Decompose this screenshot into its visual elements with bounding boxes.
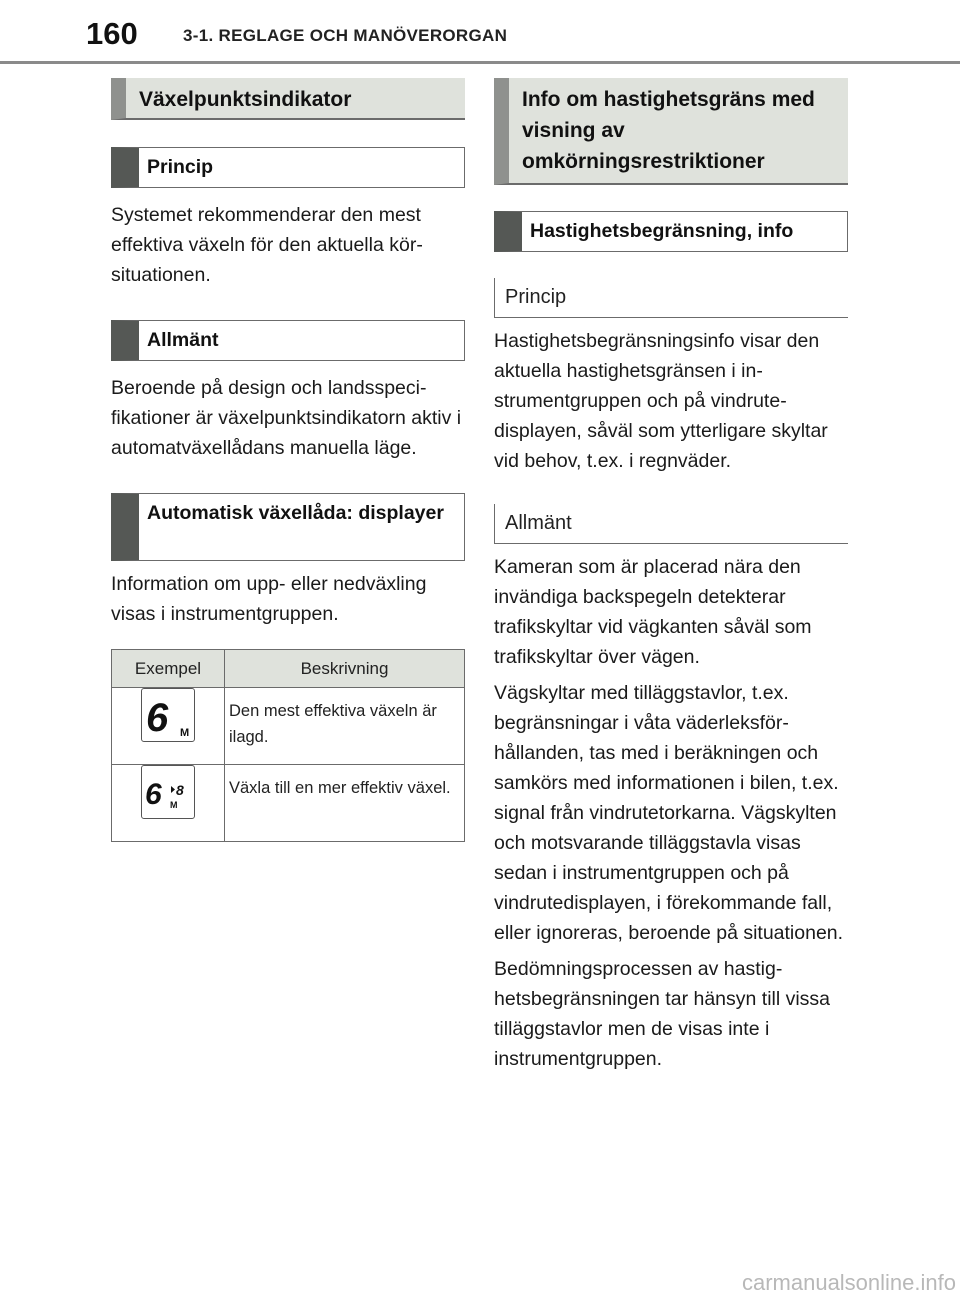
left-column <box>111 78 465 842</box>
subheading-principle: Princip <box>111 147 465 188</box>
table-row <box>112 688 465 765</box>
general-text: Kameran som är placerad nära den invändiga backspegeln detekterar trafikskyltar vid vägkanten såväl som trafikskyltar över vägen. <box>494 556 812 668</box>
section-heading-gear-indicator: Växelpunktsindikator <box>111 78 465 120</box>
table-header-row <box>112 650 465 688</box>
section-heading-speed-limit-info: Info om hastighetsgräns med visning av omkörningsrestriktioner <box>494 78 848 185</box>
gear-engaged-icon <box>141 688 195 742</box>
header-rule <box>0 61 960 64</box>
description-cell: Växla till en mer effektiv växel. <box>225 765 465 842</box>
gear-mode: M <box>170 800 178 810</box>
general-text: Bedömningsprocessen av hastighetsbegränsningen tar hänsyn till vissa tilläggstavlor men de visas inte i instrumentgruppen. <box>494 958 831 1070</box>
chapter-title: 3-1. REGLAGE OCH MANÖVERORGAN <box>183 26 508 45</box>
gear-digit: 6 <box>146 696 169 740</box>
principle-text: Hastighetsbegränsningsinfo visar den aktuella hastighetsgränsen i instrumentgruppen och på vindrutedisplayen, såväl som ytterligare skyltar vid behov, t.ex. i regnväder. <box>494 330 828 472</box>
page-number: 160 <box>86 16 138 51</box>
shift-recommendation-icon <box>141 765 195 819</box>
watermark: carmanualsonline.info <box>741 1270 956 1295</box>
table-row <box>112 765 465 842</box>
subheading-general: Allmänt <box>494 504 848 544</box>
principle-text: Systemet rekommenderar den mest effektiva växeln för den aktuella körsituationen. <box>111 204 423 286</box>
column-header-description: Beskrivning <box>225 650 465 688</box>
subheading-principle: Princip <box>494 278 848 318</box>
target-gear-digit: 8 <box>176 782 184 798</box>
gear-display-table <box>111 649 465 842</box>
general-text: Beroende på design och landsspecifikationer är växelpunktsindikatorn aktiv i automatväxellådans manuella läge. <box>111 377 462 459</box>
subheading-automatic-transmission: Automatisk växellåda: displayer <box>111 493 465 561</box>
gear-digit: 6 <box>145 778 162 811</box>
gear-mode: M <box>180 727 190 739</box>
general-text: Vägskyltar med tilläggstavlor, t.ex. begränsningar i våta väderleksförhållanden, tas med i beräkningen och samkörs med informationen i bilen, t.ex. signal från vindrutetorkarna. Vägskylten och motsvarande tilläggstavla visas sedan i instrumentgruppen och på vindrutedisplayen, i förekommande fall, eller ignoreras, beroende på situationen. <box>494 682 844 944</box>
example-cell <box>112 765 225 842</box>
column-header-example: Exempel <box>112 650 225 688</box>
auto-text: Information om upp- eller nedväxling visas i instrumentgruppen. <box>111 573 427 625</box>
subheading-speed-limit-info: Hastighetsbegränsning, info <box>494 211 848 252</box>
description-cell: Den mest effektiva växeln är ilagd. <box>225 688 465 765</box>
shift-arrow-icon <box>171 786 175 793</box>
example-cell <box>112 688 225 765</box>
right-column <box>494 78 848 1074</box>
subheading-general: Allmänt <box>111 320 465 361</box>
